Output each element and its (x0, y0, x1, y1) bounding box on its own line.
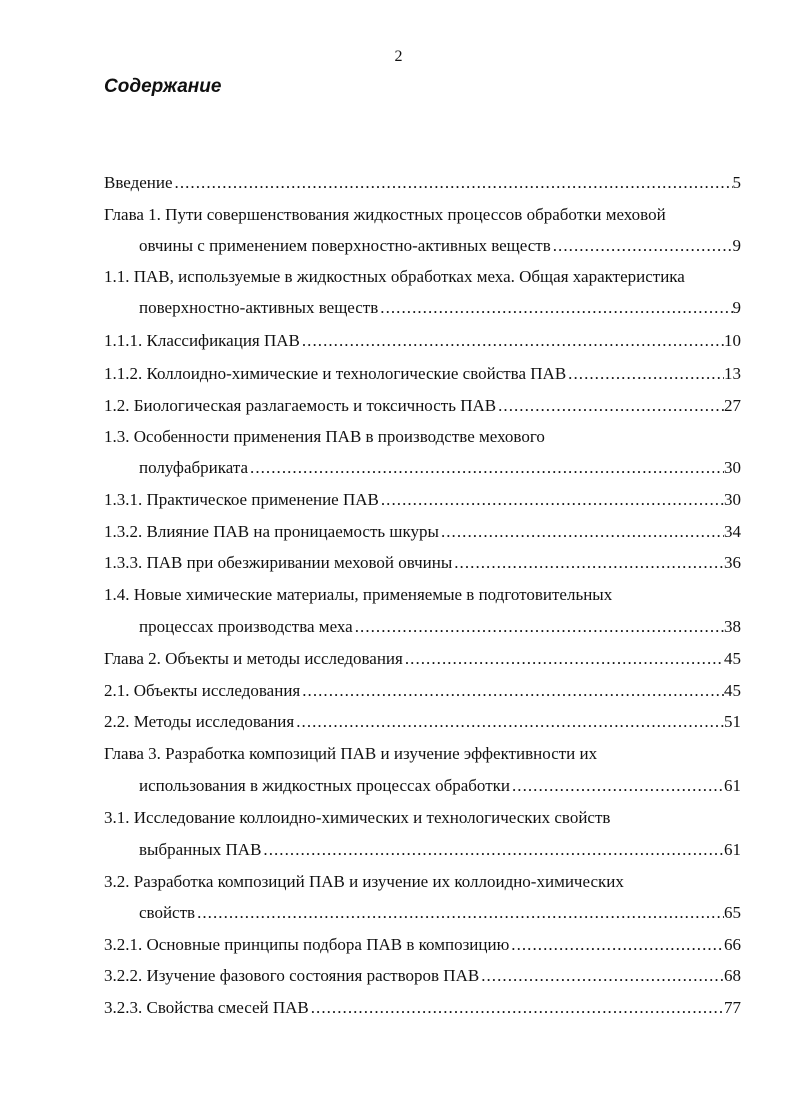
toc-entry-title: 1.4. Новые химические материалы, применяемые в подготовительных (104, 585, 613, 604)
toc-entry-page: 9 (732, 236, 741, 255)
dot-leader (195, 900, 724, 926)
toc-entry-introduction[interactable] (104, 170, 741, 196)
toc-entry-chapter-3-cont[interactable] (139, 773, 741, 799)
toc-entry-title: 3.2.3. Свойства смесей ПАВ (104, 998, 309, 1017)
toc-entry-page: 10 (724, 331, 741, 350)
dot-leader (248, 455, 724, 481)
toc-entry-1-1-1[interactable] (104, 328, 741, 354)
toc-entry-title: 1.3.2. Влияние ПАВ на проницаемость шкуры (104, 522, 439, 541)
toc-entry-page: 5 (732, 173, 741, 192)
toc-entry-title: выбранных ПАВ (139, 840, 262, 859)
toc-entry-page: 27 (724, 396, 741, 415)
dot-leader (479, 963, 724, 989)
dot-leader (379, 487, 724, 513)
toc-entry-title: 1.3. Особенности применения ПАВ в производстве мехового (104, 427, 545, 446)
toc-entry-1-3[interactable] (104, 424, 741, 450)
toc-entry-1-3-1[interactable] (104, 487, 741, 513)
toc-entry-1-4[interactable] (104, 582, 741, 608)
toc-entry-3-2-3[interactable] (104, 995, 741, 1021)
toc-entry-title: Введение (104, 173, 173, 192)
toc-entry-page: 45 (724, 649, 741, 668)
toc-entry-1-1-2[interactable] (104, 361, 741, 387)
toc-entry-title: 3.2.2. Изучение фазового состояния растворов ПАВ (104, 966, 480, 985)
dot-leader (452, 550, 724, 576)
toc-entry-page: 13 (724, 364, 741, 383)
toc-entry-chapter-2[interactable] (104, 646, 741, 672)
toc-entry-page: 66 (724, 935, 741, 954)
toc-entry-3-1-cont[interactable] (139, 837, 741, 863)
dot-leader (510, 773, 724, 799)
dot-leader (300, 328, 724, 354)
toc-entry-title: поверхностно-активных веществ (139, 298, 379, 317)
toc-entry-title: процессах производства меха (139, 617, 353, 636)
dot-leader (439, 519, 724, 545)
toc-entry-page: 34 (724, 522, 741, 541)
toc-entry-title: 1.2. Биологическая разлагаемость и токсичность ПАВ (104, 396, 497, 415)
toc-entry-page: 68 (724, 966, 741, 985)
toc-entry-page: 77 (724, 998, 741, 1017)
toc-entry-3-2-1[interactable] (104, 932, 741, 958)
toc-entry-chapter-3[interactable] (104, 741, 741, 767)
contents-heading: Содержание (104, 76, 222, 97)
toc-entry-page: 65 (724, 903, 741, 922)
toc-entry-page: 30 (724, 458, 741, 477)
dot-leader (403, 646, 724, 672)
toc-entry-title: 2.1. Объекты исследования (104, 681, 301, 700)
toc-entry-1-3-cont[interactable] (139, 455, 741, 481)
dot-leader (551, 233, 733, 259)
toc-entry-3-2[interactable] (104, 869, 741, 895)
toc-entry-title: 3.2.1. Основные принципы подбора ПАВ в композицию (104, 935, 510, 954)
page-number: 2 (394, 48, 403, 65)
toc-entry-title: Глава 1. Пути совершенствования жидкостных процессов обработки меховой (104, 205, 666, 224)
toc-entry-1-1[interactable] (104, 264, 741, 290)
toc-entry-page: 61 (724, 776, 741, 795)
toc-entry-title: 1.1.1. Классификация ПАВ (104, 331, 300, 350)
toc-entry-1-1-cont[interactable] (139, 295, 741, 321)
toc-entry-title: овчины с применением поверхностно-активных веществ (139, 236, 551, 255)
toc-entry-page: 45 (724, 681, 741, 700)
dot-leader (261, 837, 724, 863)
dot-leader (378, 295, 732, 321)
toc-entry-3-2-cont[interactable] (139, 900, 741, 926)
dot-leader (353, 614, 724, 640)
dot-leader (300, 678, 724, 704)
toc-entry-title: Глава 3. Разработка композиций ПАВ и изучение эффективности их (104, 744, 598, 763)
toc-entry-1-3-3[interactable] (104, 550, 741, 576)
toc-entry-page: 51 (724, 712, 741, 731)
dot-leader (509, 932, 724, 958)
toc-entry-1-4-cont[interactable] (139, 614, 741, 640)
toc-entry-title: Глава 2. Объекты и методы исследования (104, 649, 403, 668)
dot-leader (566, 361, 724, 387)
toc-entry-title: использования в жидкостных процессах обработки (139, 776, 510, 795)
toc-entry-title: свойств (139, 903, 196, 922)
toc-entry-2-1[interactable] (104, 678, 741, 704)
toc-entry-page: 61 (724, 840, 741, 859)
toc-entry-title: 1.3.3. ПАВ при обезжиривании меховой овчины (104, 553, 453, 572)
toc-entry-3-2-2[interactable] (104, 963, 741, 989)
toc-entry-title: 2.2. Методы исследования (104, 712, 295, 731)
dot-leader (173, 170, 733, 196)
toc-entry-title: 1.1. ПАВ, используемые в жидкостных обработках меха. Общая характеристика (104, 267, 685, 286)
toc-entry-2-2[interactable] (104, 709, 741, 735)
toc-entry-chapter-1[interactable] (104, 202, 741, 228)
toc-entry-chapter-1-cont[interactable] (139, 233, 741, 259)
dot-leader (309, 995, 724, 1021)
toc-entry-1-2[interactable] (104, 393, 741, 419)
toc-entry-title: 3.1. Исследование коллоидно-химических и технологических свойств (104, 808, 611, 827)
dot-leader (496, 393, 724, 419)
toc-entry-title: 1.3.1. Практическое применение ПАВ (104, 490, 379, 509)
toc-entry-page: 38 (724, 617, 741, 636)
toc-entry-page: 36 (724, 553, 741, 572)
toc-entry-3-1[interactable] (104, 805, 741, 831)
toc-entry-page: 9 (732, 298, 741, 317)
toc-entry-page: 30 (724, 490, 741, 509)
dot-leader (294, 709, 724, 735)
toc-entry-title: 1.1.2. Коллоидно-химические и технологические свойства ПАВ (104, 364, 567, 383)
toc-entry-title: полуфабриката (139, 458, 249, 477)
toc-entry-title: 3.2. Разработка композиций ПАВ и изучение их коллоидно-химических (104, 872, 624, 891)
toc-entry-1-3-2[interactable] (104, 519, 741, 545)
